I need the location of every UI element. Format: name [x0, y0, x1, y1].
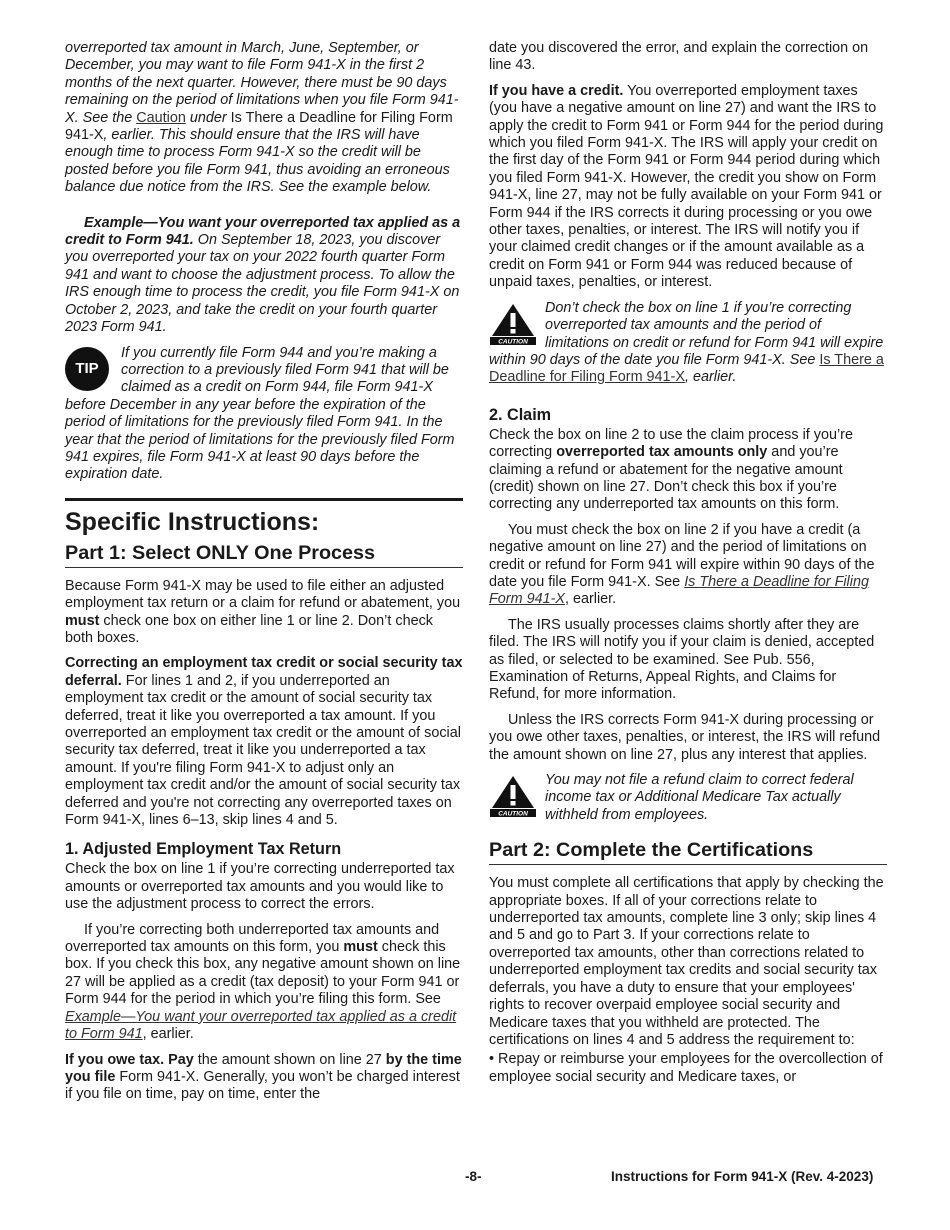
adjusted-paragraph-1: Check the box on line 1 if you’re correcting underreported tax amounts or overreported tax amounts and you would like to use the adjustment process to correct the errors. — [65, 861, 455, 913]
correcting-title: Correcting an employment tax credit or social security tax deferral. — [65, 655, 463, 689]
deadline-ref: Is There a Deadline for Filing Form 941-X — [65, 109, 453, 144]
owe-tax-paragraph — [65, 1052, 463, 1104]
bullet-item-1 — [489, 1051, 887, 1086]
part1-text-b: check one box on either line 1 or line 2. Don’t check both boxes. — [65, 612, 433, 646]
claim-paragraph-2 — [489, 522, 887, 609]
caution1-text: Don’t check the box on line 1 if you’re correcting overreported tax amounts and the period of limitations on credit or refund for Form 941 will expire within 90 days of the date you file Form 941-X. See — [489, 299, 884, 368]
tip-text: If you currently file Form 944 and you’re making a correction to a previously filed Form 941 that will be claimed as a credit on Form 944, file Form 941-X before December in any year before the expiration of the period of limitations for the previously filed Form 941. In the year that the period of limitations for the previously filed Form 941 expires, file Form 941-X at least 90 days before the expiration date. — [65, 344, 455, 483]
adjusted-must: must — [343, 939, 378, 956]
must-bold: must — [65, 612, 100, 629]
example-paragraph — [65, 215, 463, 337]
claim-paragraph-3: The IRS usually processes claims shortly after they are filed. The IRS will notify you if your claim is denied, accepted as filed, or selected to be examined. See Pub. 556, Examination of Returns, Appeal Rights, and Claims for Refund, for more information. — [489, 616, 875, 703]
claim-paragraph-4: Unless the IRS corrects Form 941-X during processing or you owe other taxes, penalties, or interest, the IRS will refund the amount shown on line 27, plus any interest that applies. — [489, 711, 881, 763]
claim-bold: overreported tax amounts only — [556, 444, 768, 461]
bullet-mark: • — [489, 1051, 495, 1068]
adjusted-paragraph-2 — [65, 922, 463, 1044]
part1-heading: Part 1: Select ONLY One Process — [65, 541, 463, 568]
intro-paragraph — [65, 40, 463, 197]
adjusted-text-a: If you’re correcting both underreported tax amounts and overreported tax amounts on this form, you — [65, 921, 440, 956]
adjusted-heading: 1. Adjusted Employment Tax Return — [65, 840, 342, 859]
claim-heading: 2. Claim — [489, 405, 552, 424]
correcting-text: For lines 1 and 2, if you underreported an employment tax credit or the amount of social security tax deferred, treat it like you overreported a tax amount. If you overreported an employment tax credit or the amount of social security tax deferred, treat it like you underreported a tax amount. If you're filing Form 941-X to adjust only an employment tax credit and/or the amount of social security tax deferred and you're not correcting any overreported taxes on Form 941-X, lines 6–13, skip lines 4 and 5. — [65, 672, 461, 829]
caution-note-1 — [489, 300, 887, 387]
owe-pay: Pay — [164, 1051, 194, 1068]
bullet-text: Repay or reimburse your employees for the overcollection of employee social security and Medicare taxes, or — [489, 1051, 883, 1085]
caution-icon — [489, 302, 539, 344]
deadline-link[interactable]: Is There a Deadline for Filing Form 941-X — [489, 351, 884, 386]
part1-paragraph — [65, 578, 463, 648]
owe-text-2: Form 941-X. Generally, you won’t be charged interest if you file on time, pay on time, enter the — [65, 1068, 460, 1103]
part2-paragraph: You must complete all certifications that apply by checking the appropriate boxes. If all of your corrections relate to underreported tax amounts, complete line 3 only; skip lines 4 and 5 and go to Part 3. If your corrections relate to overreported tax amounts, other than corrections related to underreported employment tax credits and social security tax deferrals, you have a duty to ensure that your employees' rights to recover overpaid employee social security and Medicare taxes that you withheld are protected. The certifications on lines 4 and 5 address the requirement to: — [489, 875, 884, 1048]
caution-triangle-icon — [489, 302, 537, 346]
tip-note — [65, 345, 463, 484]
owe-text-1: the amount shown on line 27 — [193, 1051, 386, 1068]
claim2-text-b: , earlier. — [564, 591, 617, 608]
credit-paragraph — [489, 83, 887, 292]
caution-label-2: CAUTION — [498, 810, 528, 818]
part1-text-a: Because Form 941-X may be used to file either an adjusted employment tax return or a claim for refund or abatement, you — [65, 577, 461, 612]
caution2-text: You may not file a refund claim to correct federal income tax or Additional Medicare Tax actually withheld from employees. — [545, 772, 854, 823]
claim-deadline-link[interactable]: Is There a Deadline for Filing Form 941-X — [489, 573, 869, 608]
caution-link[interactable]: Caution — [136, 109, 186, 126]
intro-under: under — [185, 109, 231, 126]
caution1-end: , earlier. — [684, 369, 737, 386]
owe-bold-2: by the time you file — [65, 1051, 462, 1085]
example-title: Example—You want your overreported tax applied as a credit to Form 941. — [65, 214, 461, 249]
page-number: -8- — [465, 1169, 482, 1184]
intro-end: , earlier. This should ensure that the IRS will have enough time to process Form 941-X so the credit will be posted before you file Form 941, thus avoiding an erroneous balance due notice from the IRS. See the example below. — [65, 127, 450, 196]
caution-icon-2 — [489, 774, 539, 816]
adjusted-text-b: check this box. If you check this box, any negative amount shown on line 27 will be applied as a credit (tax deposit) to your Form 941 or Form 944 for the period in which you’re filing this form. See — [65, 939, 461, 1008]
left-column — [65, 40, 463, 1112]
owe-title: If you owe tax. — [65, 1051, 165, 1068]
specific-instructions-heading: Specific Instructions: — [65, 507, 320, 536]
claim-paragraph-1 — [489, 427, 887, 514]
tip-label: TIP — [65, 347, 109, 391]
caution-label: CAUTION — [498, 338, 528, 346]
credit-title: If you have a credit. — [489, 82, 624, 99]
credit-text: You overreported employment taxes (you have a negative amount on line 27) and want the IRS to apply the credit to Form 941 or Form 944 for the period during which you filed Form 941-X. The IRS will apply your credit on the first day of the Form 941 or Form 944 period during which you filed Form 941-X. However, the credit you show on Form 941-X, line 27, may not be fully available on your Form 941 or Form 944 if the IRS corrects it during processing or you owe other taxes, penalties, or interest. The IRS will notify you if your claimed credit changes or if the amount available as a credit on Form 941 or Form 944 was reduced because of unpaid taxes, penalties, or interest. — [489, 82, 884, 291]
caution-triangle-icon — [489, 774, 537, 818]
correcting-paragraph — [65, 655, 463, 829]
example-link[interactable]: Example—You want your overreported tax applied as a credit to Form 941 — [65, 1008, 457, 1043]
caution-note-2 — [489, 772, 887, 824]
claim2-text-a: You must check the box on line 2 if you have a credit (a negative amount on line 27) and the period of limitations on credit or refund for Form 941 will expire within 90 days of the date you file Form 941-X. See — [489, 521, 875, 590]
claim-text-b: and you’re claiming a refund or abatement for the negative amount (credit) shown on line 27. Don’t check this box if you’re correcting any underreported tax amounts on this form. — [489, 444, 843, 513]
section-rule — [65, 498, 463, 501]
right-column — [489, 40, 887, 1094]
claim-text-a: Check the box on line 2 to use the claim process if you’re correcting — [489, 426, 853, 461]
tip-icon — [65, 347, 115, 389]
adjusted-text-c: , earlier. — [142, 1026, 194, 1043]
part2-heading: Part 2: Complete the Certifications — [489, 838, 887, 865]
continued-paragraph: date you discovered the error, and explain the correction on line 43. — [489, 40, 869, 74]
intro-text: overreported tax amount in March, June, September, or December, you may want to file Form 941-X in the first 2 months of the next quarter. However, there must be 90 days remaining on the period of limitations when you file Form 941-X. See the — [65, 40, 459, 126]
form-reference: Instructions for Form 941-X (Rev. 4-2023) — [611, 1169, 874, 1184]
example-text: On September 18, 2023, you discover you overreported your tax on your 2022 fourth quarter Form 941 and want to choose the adjustment process. To allow the IRS enough time to process the credit, you file Form 941-X on October 2, 2023, and take the credit on your fourth quarter 2023 Form 941. — [65, 232, 460, 336]
